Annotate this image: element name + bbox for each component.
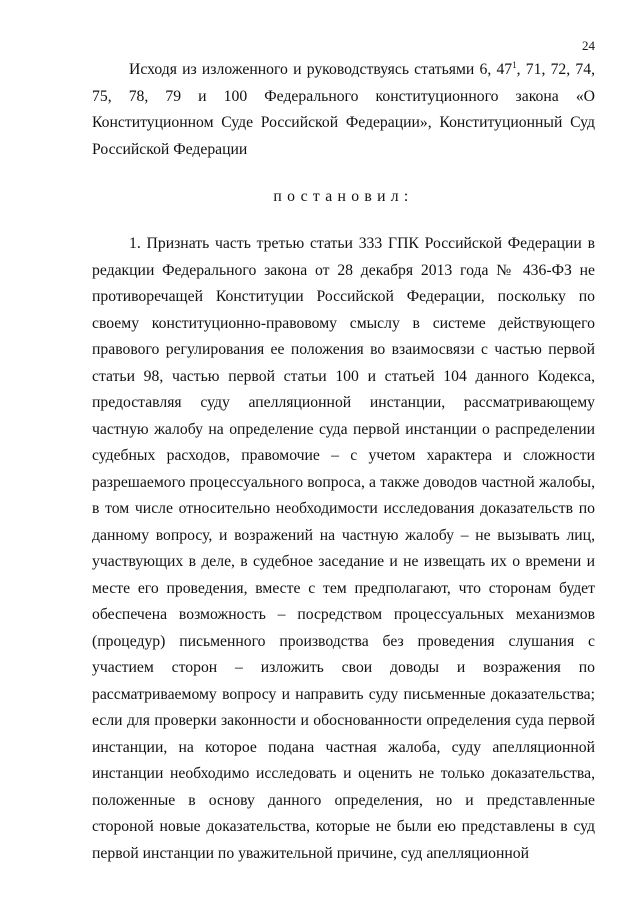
resolution-paragraph-1: 1. Признать часть третью статьи 333 ГПК Российской Федерации в редакции Федерального закона от 28 декабря 2013 года № 436-ФЗ не противоречащей Конституции Российской Федерации, поскольку по своему конституционно-правовому смыслу в системе действующего правового регулирования ее положения во взаимосвязи с частью первой статьи 98, частью первой статьи 100 и статьей 104 данного Кодекса, предоставляя суду апелляционной инстанции, рассматривающему частную жалобу на определение суда первой инстанции о распределении судебных расходов, правомочие – с учетом характера и сложности разрешаемого процессуального вопроса, а также доводов частной жалобы, в том числе относительно необходимости исследования доказательств по данному вопросу, и возражений на частную жалобу – не вызывать лиц, участвующих в деле, в судебное заседание и не извещать их о времени и месте его проведения, вместе с тем предполагают, что сторонам будет обеспечена возможность – посредством процессуальных механизмов (процедур) письменного производства без проведения слушания с участием сторон – изложить свои доводы и возражения по рассматриваемому вопросу и направить суду письменные доказательства; если для проверки законности и обоснованности определения суда первой инстанции, на которое подана частная жалоба, суду апелляционной инстанции необходимо исследовать и оценить не только доказательства, положенные в основу данного определения, но и представленные стороной новые доказательства, которые не были ею представлены в суд первой инстанции по уважительной причине, суд апелляционной <box>92 235 595 862</box>
intro-text-start: Исходя из изложенного и руководствуясь статьями 6, 47 <box>129 61 513 78</box>
page-number: 24 <box>582 38 595 53</box>
resolution-heading: постановил: <box>273 188 414 205</box>
intro-paragraph <box>92 57 595 163</box>
article-superscript: 1 <box>512 60 517 70</box>
intro-text-end: , 71, 72, 74, 75, 78, 79 и 100 Федерального конституционного закона «О Конституционном Суде Российской Федерации», Конституционный Суд Российской Федерации <box>92 61 596 158</box>
